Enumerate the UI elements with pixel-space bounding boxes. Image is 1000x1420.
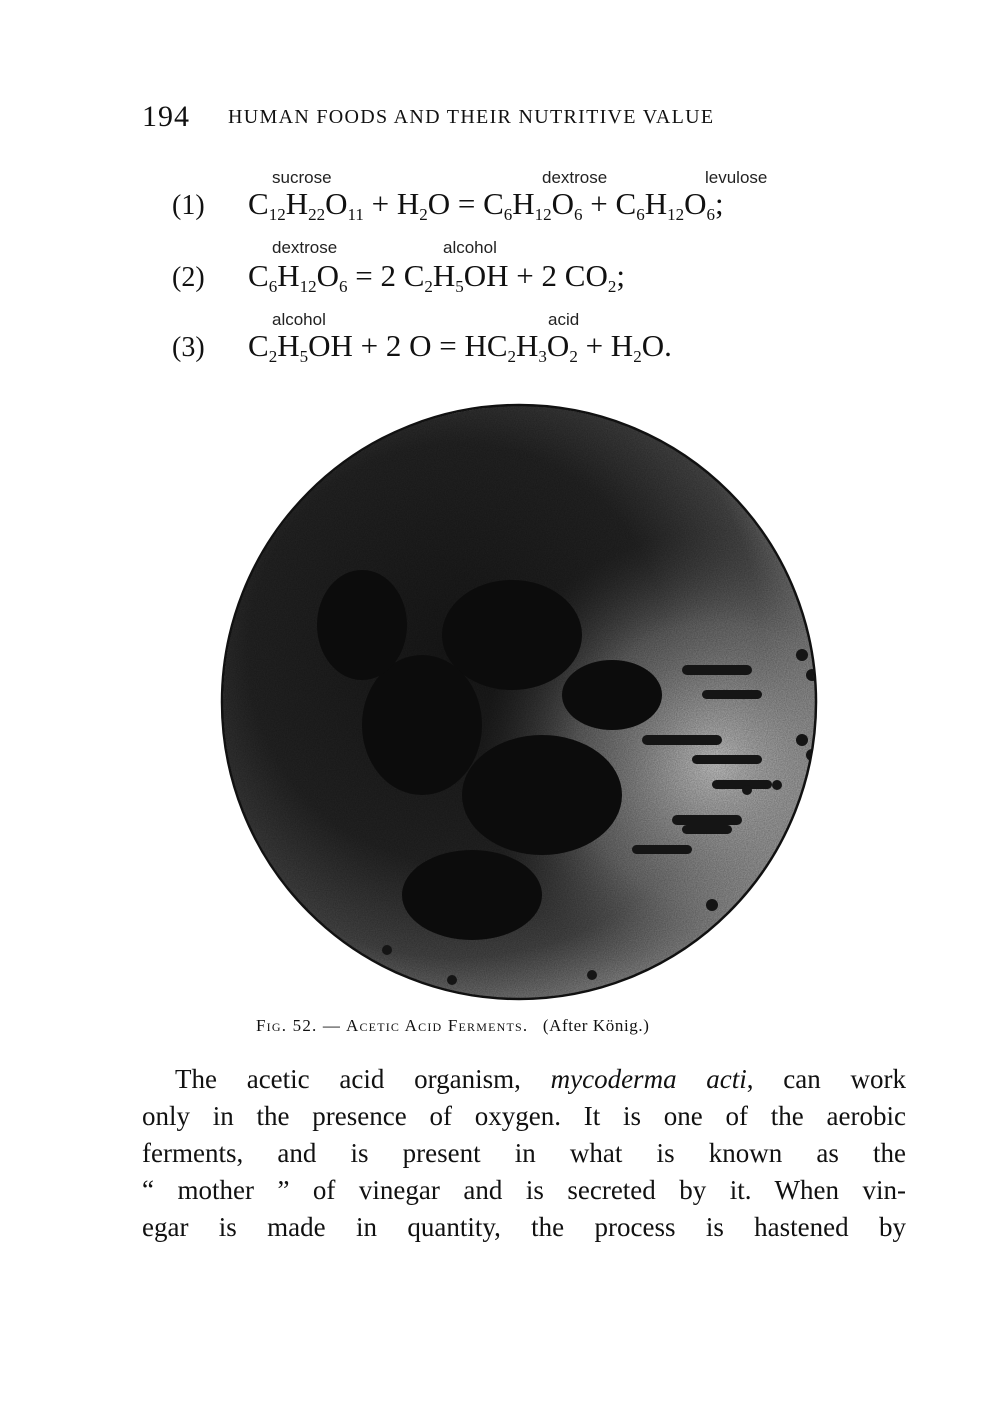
running-title: HUMAN FOODS AND THEIR NUTRITIVE VALUE (228, 106, 715, 128)
page-number: 194 (142, 100, 190, 133)
eq1-label-levulose: levulose (705, 168, 768, 187)
body-paragraph (142, 1061, 906, 1246)
eq2-number: (2) (172, 262, 205, 293)
line1-text-b: , can work (746, 1064, 906, 1094)
page-header (142, 100, 842, 136)
paragraph-line-5: egar is made in quantity, the process is hastened by (142, 1212, 906, 1242)
eq1-label-sucrose: sucrose (272, 168, 332, 187)
eq1-label-dextrose: dextrose (542, 168, 608, 187)
caption-title: Acetic Acid Ferments. (345, 1016, 529, 1035)
paragraph-line-1 (142, 1061, 906, 1098)
paragraph-line-3: ferments, and is present in what is known as the (142, 1138, 906, 1168)
paragraph-line-2: only in the presence of oxygen. It is one of the aerobic (142, 1101, 906, 1131)
equation-3: $C_2H_5OH + 2$ $O = HC_2H_3O_2 + H_2O$. (248, 328, 672, 366)
caption-credit: (After König.) (542, 1016, 650, 1035)
eq3-label-acid: acid (548, 310, 580, 329)
equation-1: $C_{12}H_{22}O_{11} + H_2O = C_6H_{12}O_6 + C_6H_{12}O_6$; (248, 186, 724, 224)
figure-caption (256, 1016, 836, 1036)
eq3-number: (3) (172, 332, 205, 363)
eq2-label-alcohol: alcohol (443, 238, 497, 257)
eq3-label-alcohol: alcohol (272, 310, 326, 329)
equation-2: $C_6H_{12}O_6 = 2$ $C_2H_5OH + 2$ $CO_2$; (248, 258, 625, 296)
eq2-label-dextrose: dextrose (272, 238, 338, 257)
caption-prefix: Fig. 52. — (256, 1016, 342, 1035)
species-name: mycoderma acti (550, 1064, 747, 1094)
eq1-number: (1) (172, 190, 205, 221)
line1-text-a: The acetic acid organism, (175, 1064, 551, 1094)
paragraph-line-4: “ mother ” of vinegar and is secreted by it. When vin- (142, 1175, 906, 1205)
ferments-micrograph (212, 395, 826, 1009)
